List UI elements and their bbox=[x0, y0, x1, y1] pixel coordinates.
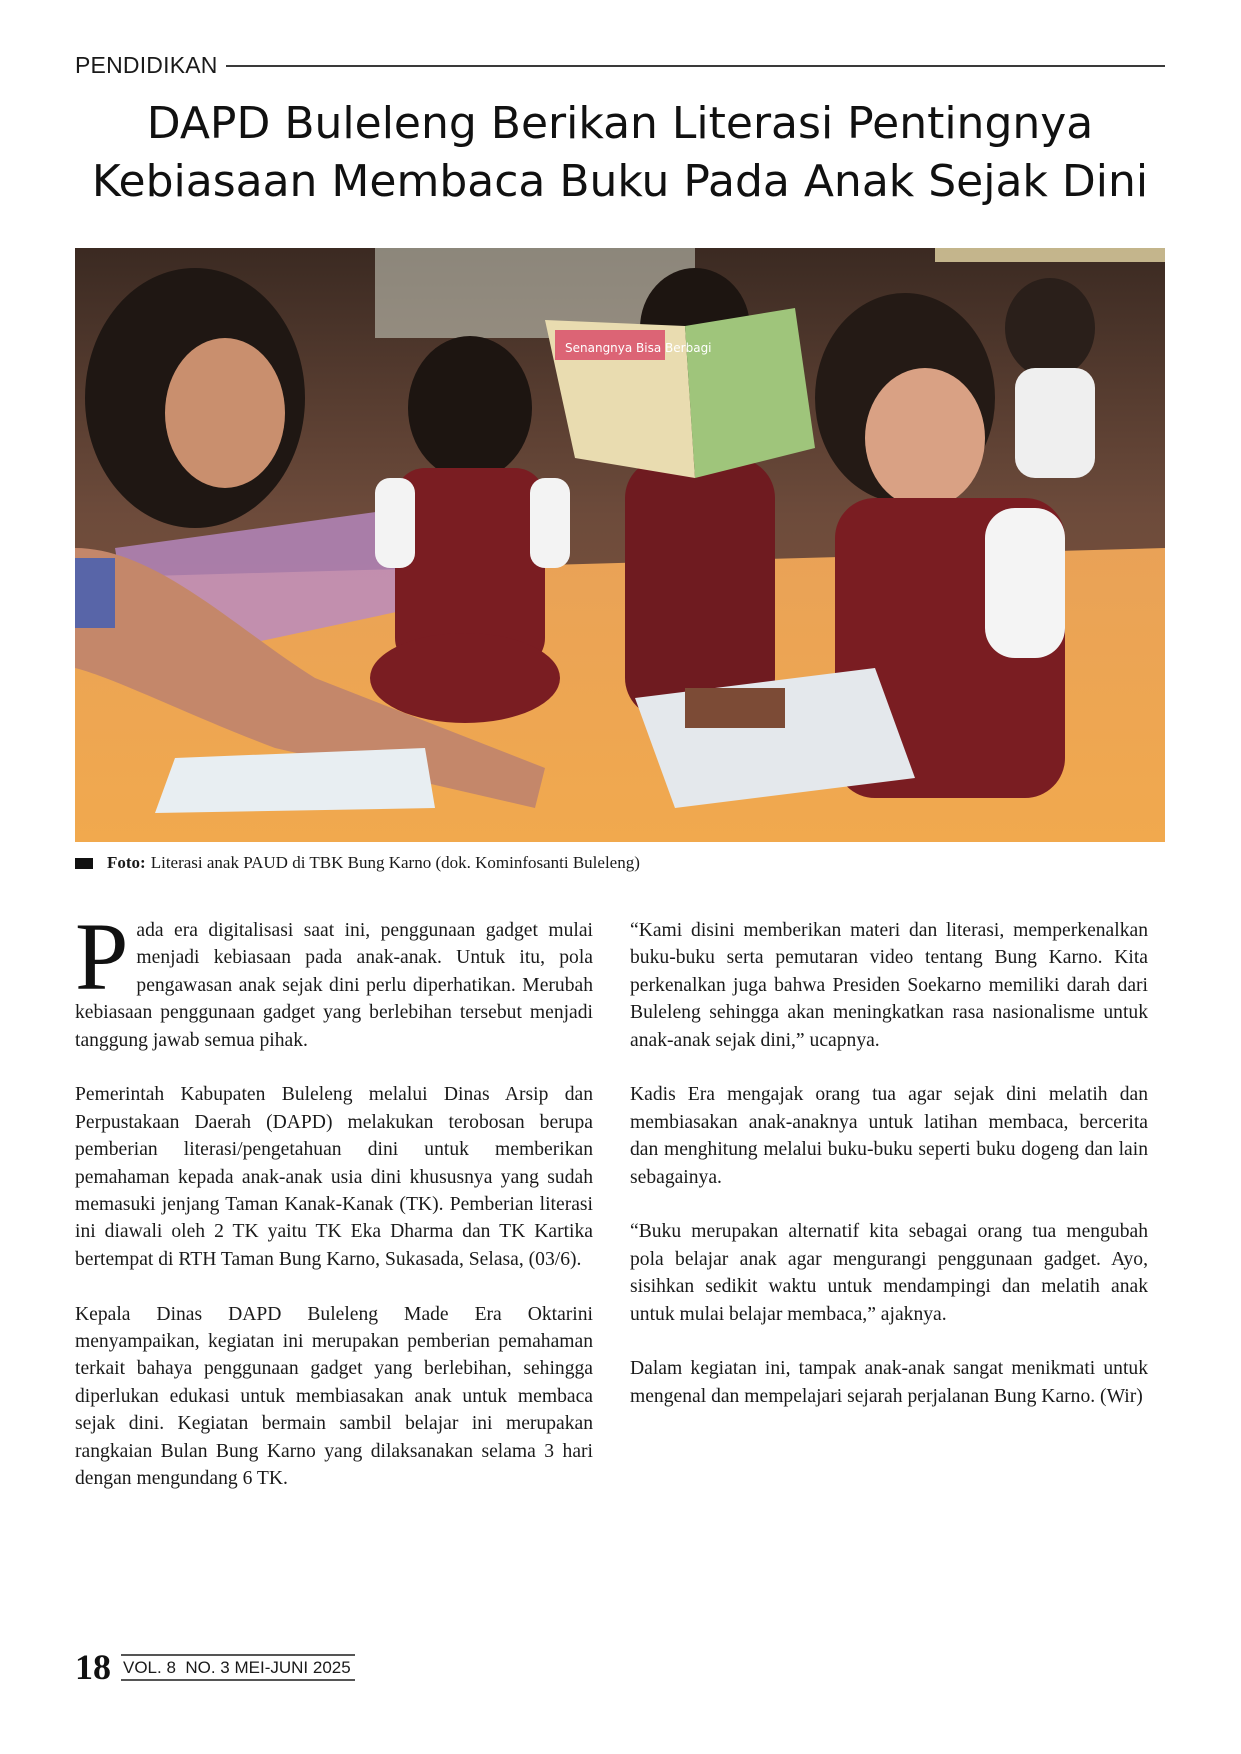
article-right-column bbox=[630, 917, 1148, 1438]
paragraph-6: “Buku merupakan alternatif kita sebagai orang tua mengubah pola belajar anak agar mengurangi penggunaan gadget. Ayo, sisihkan sedikit waktu untuk mendampingi dan melatih anak untuk mulai belajar membaca,” ajaknya. bbox=[630, 1221, 1148, 1325]
article-title-line-2: Kebiasaan Membaca Buku Pada Anak Sejak Dini bbox=[91, 156, 1149, 207]
paragraph-5: Kadis Era mengajak orang tua agar sejak dini melatih dan membiasakan anak-anaknya untuk latihan membaca, bercerita dan menghitung melalui buku-buku seperti buku dogeng dan lain sebagainya. bbox=[630, 1084, 1148, 1188]
section-rule bbox=[226, 65, 1165, 67]
page-footer bbox=[75, 1645, 355, 1685]
paragraph-3: Kepala Dinas DAPD Buleleng Made Era Oktarini menyampaikan, kegiatan ini merupakan pemberian pemahaman terkait bahaya penggunaan gadget yang berlebihan, sehingga diperlukan edukasi untuk membiasakan anak untuk membaca sejak dini. Kegiatan bermain sambil belajar ini merupakan rangkaian Bulan Bung Karno yang dilaksanakan selama 3 hari dengan mengundang 6 TK. bbox=[75, 1303, 593, 1490]
section-header bbox=[75, 50, 1165, 80]
article-title bbox=[75, 95, 1165, 211]
drop-cap: P bbox=[75, 903, 129, 1010]
caption-text: Literasi anak PAUD di TBK Bung Karno (dok. Kominfosanti Buleleng) bbox=[150, 853, 640, 872]
photo-children-reading-icon bbox=[75, 248, 1165, 842]
article-title-line-1: DAPD Buleleng Berikan Literasi Pentingnya bbox=[146, 98, 1094, 149]
photo-caption bbox=[75, 852, 640, 874]
caption-marker-icon bbox=[75, 858, 93, 869]
paragraph-intro-text: ada era digitalisasi saat ini, penggunaan gadget mulai menjadi kebiasaan pada anak-anak. Untuk itu, pola pengawasan anak sejak dini perlu diperhatikan. Merubah kebiasaan penggunaan gadget yang berlebihan tersebut menjadi tanggung jawab semua pihak. bbox=[75, 920, 593, 1051]
paragraph-intro bbox=[75, 903, 593, 1054]
article-left-column bbox=[75, 903, 593, 1520]
paragraph-2: Pemerintah Kabupaten Buleleng melalui Dinas Arsip dan Perpustakaan Daerah (DAPD) melakukan terobosan berupa pemberian literasi/pengetahuan dini untuk memberikan pemahaman kepada anak-anak usia dini khususnya yang sudah memasuki jenjang Taman Kanak-Kanak (TK). Pemberian literasi ini diawali oleh 2 TK yaitu TK Eka Dharma dan TK Kartika bertempat di RTH Taman Bung Karno, Sukasada, Selasa, (03/6). bbox=[75, 1084, 593, 1270]
svg-text:Senangnya Bisa Berbagi: Senangnya Bisa Berbagi bbox=[565, 341, 712, 355]
page-number: 18 bbox=[75, 1647, 111, 1687]
caption-label: Foto: bbox=[107, 853, 146, 872]
issue-info: VOL. 8 NO. 3 MEI-JUNI 2025 bbox=[121, 1654, 355, 1681]
article-photo bbox=[75, 248, 1165, 842]
section-label: PENDIDIKAN bbox=[75, 51, 218, 78]
paragraph-4: “Kami disini memberikan materi dan literasi, memperkenalkan buku-buku serta pemutaran video tentang Bung Karno. Kita perkenalkan juga bahwa Presiden Soekarno memiliki darah dari Buleleng sehingga akan meningkatkan rasa nasionalisme untuk anak-anak sejak dini,” ucapnya. bbox=[630, 920, 1148, 1051]
paragraph-7: Dalam kegiatan ini, tampak anak-anak sangat menikmati untuk mengenal dan mempelajari sejarah perjalanan Bung Karno. (Wir) bbox=[630, 1358, 1148, 1407]
